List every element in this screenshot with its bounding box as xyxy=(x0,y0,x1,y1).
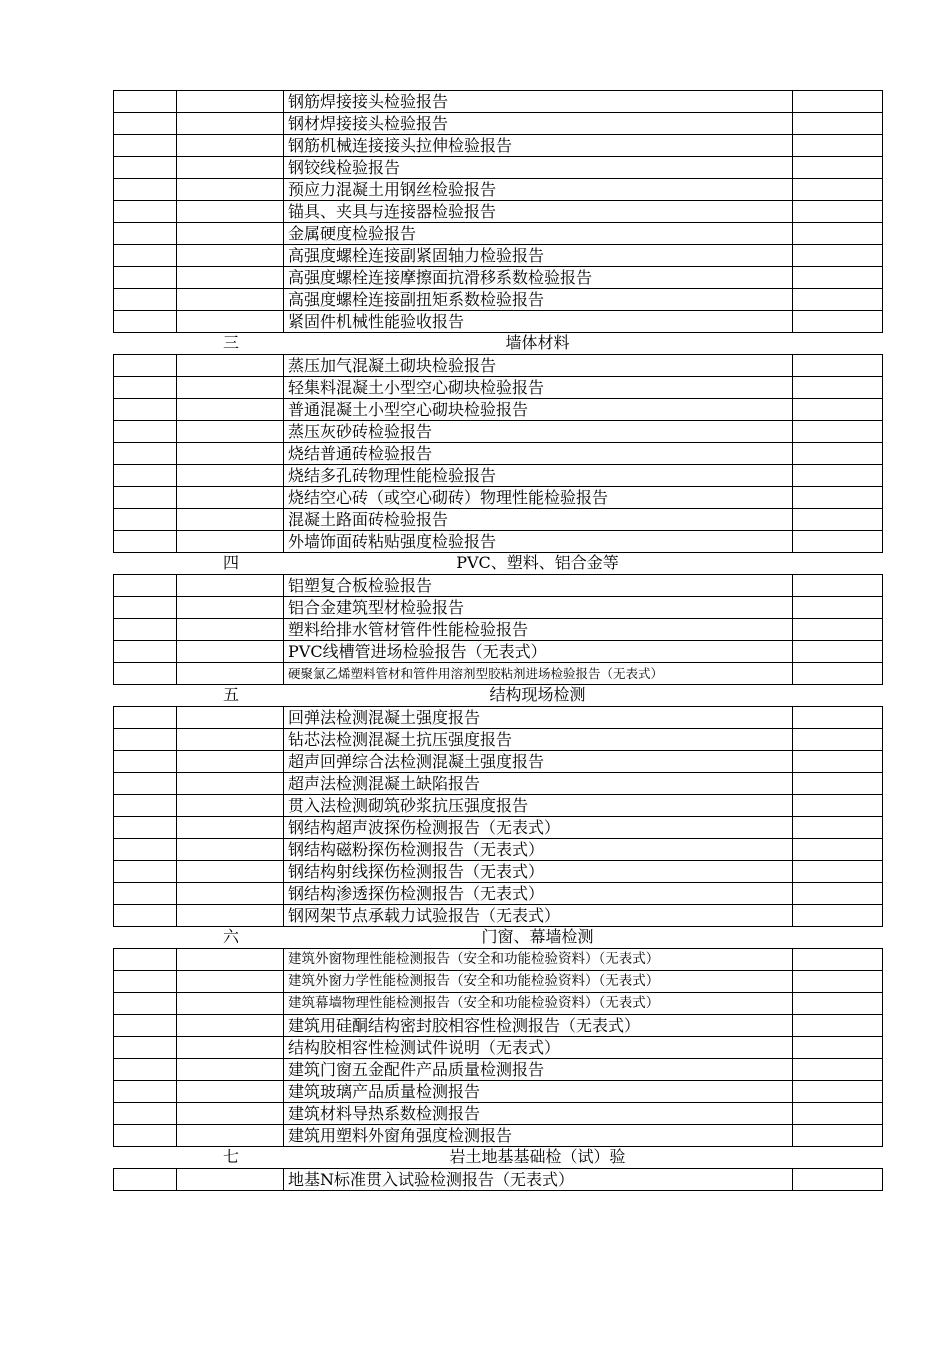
table-row xyxy=(113,1014,883,1037)
index-cell xyxy=(114,751,177,772)
report-name-cell: 钢结构渗透探伤检测报告（无表式） xyxy=(284,883,793,904)
code-cell xyxy=(177,993,284,1014)
report-name-cell: 金属硬度检验报告 xyxy=(284,223,793,244)
table-row xyxy=(113,398,883,421)
table-row xyxy=(113,574,883,597)
index-cell xyxy=(114,311,177,332)
table-row xyxy=(113,882,883,905)
report-name-cell: 烧结空心砖（或空心砌砖）物理性能检验报告 xyxy=(284,487,793,508)
table-row xyxy=(113,904,883,927)
index-cell xyxy=(114,1037,177,1058)
remark-cell xyxy=(793,91,882,112)
remark-cell xyxy=(793,641,882,662)
report-name-cell: 建筑用塑料外窗角强度检测报告 xyxy=(284,1125,793,1146)
remark-cell xyxy=(793,751,882,772)
section-header-row xyxy=(113,1146,883,1169)
remark-cell xyxy=(793,399,882,420)
code-cell xyxy=(177,509,284,530)
index-cell xyxy=(114,861,177,882)
table-row xyxy=(113,772,883,795)
code-cell xyxy=(177,245,284,266)
remark-cell xyxy=(793,817,882,838)
remark-cell xyxy=(793,157,882,178)
remark-cell xyxy=(793,465,882,486)
index-cell xyxy=(114,487,177,508)
code-cell xyxy=(177,531,284,552)
table-row xyxy=(113,112,883,135)
report-table xyxy=(113,90,883,1191)
report-name-cell: 超声回弹综合法检测混凝土强度报告 xyxy=(284,751,793,772)
table-row xyxy=(113,750,883,773)
index-cell xyxy=(114,377,177,398)
report-name-cell: 钢结构磁粉探伤检测报告（无表式） xyxy=(284,839,793,860)
report-name-cell: 钢筋焊接接头检验报告 xyxy=(284,91,793,112)
index-cell xyxy=(114,707,177,728)
report-name-cell: 紧固件机械性能验收报告 xyxy=(284,311,793,332)
remark-cell xyxy=(793,993,882,1014)
remark-cell xyxy=(793,355,882,376)
remark-cell xyxy=(793,179,882,200)
code-cell xyxy=(177,443,284,464)
report-name-cell: 钢铰线检验报告 xyxy=(284,157,793,178)
section-number: 七 xyxy=(222,1147,239,1166)
code-cell xyxy=(177,663,284,684)
code-cell xyxy=(177,795,284,816)
report-name-cell: 结构胶相容性检测试件说明（无表式） xyxy=(284,1037,793,1058)
index-cell xyxy=(114,1081,177,1102)
table-row xyxy=(113,860,883,883)
index-cell xyxy=(114,443,177,464)
table-row xyxy=(113,354,883,377)
remark-cell xyxy=(793,883,882,904)
code-cell xyxy=(177,113,284,134)
code-cell xyxy=(177,201,284,222)
table-row xyxy=(113,596,883,619)
table-row xyxy=(113,376,883,399)
remark-cell xyxy=(793,663,882,684)
section-title: 门窗、幕墙检测 xyxy=(481,927,594,946)
code-cell xyxy=(177,465,284,486)
remark-cell xyxy=(793,267,882,288)
remark-cell xyxy=(793,1081,882,1102)
index-cell xyxy=(114,619,177,640)
report-name-cell: 建筑门窗五金配件产品质量检测报告 xyxy=(284,1059,793,1080)
report-name-cell: 高强度螺栓连接副扭矩系数检验报告 xyxy=(284,289,793,310)
index-cell xyxy=(114,421,177,442)
report-name-cell: 锚具、夹具与连接器检验报告 xyxy=(284,201,793,222)
remark-cell xyxy=(793,487,882,508)
section-header-row xyxy=(113,552,883,575)
table-row xyxy=(113,288,883,311)
code-cell xyxy=(177,487,284,508)
code-cell xyxy=(177,905,284,926)
report-name-cell: 普通混凝土小型空心砌块检验报告 xyxy=(284,399,793,420)
index-cell xyxy=(114,773,177,794)
index-cell xyxy=(114,135,177,156)
remark-cell xyxy=(793,289,882,310)
remark-cell xyxy=(793,1015,882,1036)
remark-cell xyxy=(793,949,882,970)
remark-cell xyxy=(793,729,882,750)
code-cell xyxy=(177,641,284,662)
index-cell xyxy=(114,179,177,200)
code-cell xyxy=(177,729,284,750)
report-name-cell: 烧结多孔砖物理性能检验报告 xyxy=(284,465,793,486)
index-cell xyxy=(114,729,177,750)
index-cell xyxy=(114,1059,177,1080)
report-name-cell: 钢材焊接接头检验报告 xyxy=(284,113,793,134)
index-cell xyxy=(114,465,177,486)
code-cell xyxy=(177,157,284,178)
code-cell xyxy=(177,619,284,640)
report-name-cell: 钢结构射线探伤检测报告（无表式） xyxy=(284,861,793,882)
table-row xyxy=(113,90,883,113)
table-row xyxy=(113,728,883,751)
remark-cell xyxy=(793,531,882,552)
index-cell xyxy=(114,641,177,662)
index-cell xyxy=(114,905,177,926)
table-row xyxy=(113,530,883,553)
code-cell xyxy=(177,267,284,288)
table-row xyxy=(113,442,883,465)
remark-cell xyxy=(793,795,882,816)
table-row xyxy=(113,310,883,333)
index-cell xyxy=(114,1169,177,1190)
remark-cell xyxy=(793,245,882,266)
index-cell xyxy=(114,949,177,970)
index-cell xyxy=(114,509,177,530)
index-cell xyxy=(114,1015,177,1036)
section-title: 岩土地基基础检（试）验 xyxy=(449,1147,626,1166)
code-cell xyxy=(177,223,284,244)
report-name-cell: 硬聚氯乙烯塑料管材和管件用溶剂型胶粘剂进场检验报告（无表式） xyxy=(284,663,793,684)
table-row xyxy=(113,420,883,443)
index-cell xyxy=(114,1103,177,1124)
report-name-cell: 外墙饰面砖粘贴强度检验报告 xyxy=(284,531,793,552)
table-row xyxy=(113,706,883,729)
index-cell xyxy=(114,91,177,112)
report-name-cell: PVC线槽管进场检验报告（无表式） xyxy=(284,641,793,662)
code-cell xyxy=(177,707,284,728)
report-name-cell: 超声法检测混凝土缺陷报告 xyxy=(284,773,793,794)
remark-cell xyxy=(793,839,882,860)
code-cell xyxy=(177,861,284,882)
report-name-cell: 建筑外窗力学性能检测报告（安全和功能检验资料）（无表式） xyxy=(284,971,793,992)
code-cell xyxy=(177,597,284,618)
table-row xyxy=(113,1168,883,1191)
section-title: 结构现场检测 xyxy=(489,685,586,704)
report-name-cell: 回弹法检测混凝土强度报告 xyxy=(284,707,793,728)
remark-cell xyxy=(793,135,882,156)
table-row xyxy=(113,662,883,685)
index-cell xyxy=(114,399,177,420)
report-name-cell: 蒸压加气混凝土砌块检验报告 xyxy=(284,355,793,376)
code-cell xyxy=(177,883,284,904)
section-header-row xyxy=(113,926,883,949)
code-cell xyxy=(177,839,284,860)
table-row xyxy=(113,992,883,1015)
code-cell xyxy=(177,1081,284,1102)
code-cell xyxy=(177,311,284,332)
remark-cell xyxy=(793,773,882,794)
section-number: 六 xyxy=(222,927,239,946)
remark-cell xyxy=(793,971,882,992)
remark-cell xyxy=(793,1037,882,1058)
report-name-cell: 钢网架节点承载力试验报告（无表式） xyxy=(284,905,793,926)
index-cell xyxy=(114,531,177,552)
index-cell xyxy=(114,795,177,816)
index-cell xyxy=(114,839,177,860)
table-row xyxy=(113,134,883,157)
report-name-cell: 铝合金建筑型材检验报告 xyxy=(284,597,793,618)
remark-cell xyxy=(793,421,882,442)
index-cell xyxy=(114,201,177,222)
table-row xyxy=(113,838,883,861)
report-name-cell: 建筑用硅酮结构密封胶相容性检测报告（无表式） xyxy=(284,1015,793,1036)
table-row xyxy=(113,618,883,641)
report-name-cell: 铝塑复合板检验报告 xyxy=(284,575,793,596)
remark-cell xyxy=(793,201,882,222)
report-name-cell: 塑料给排水管材管件性能检验报告 xyxy=(284,619,793,640)
remark-cell xyxy=(793,1169,882,1190)
code-cell xyxy=(177,421,284,442)
remark-cell xyxy=(793,1103,882,1124)
report-name-cell: 高强度螺栓连接摩擦面抗滑移系数检验报告 xyxy=(284,267,793,288)
index-cell xyxy=(114,597,177,618)
report-name-cell: 预应力混凝土用钢丝检验报告 xyxy=(284,179,793,200)
code-cell xyxy=(177,773,284,794)
remark-cell xyxy=(793,905,882,926)
report-name-cell: 烧结普通砖检验报告 xyxy=(284,443,793,464)
table-row xyxy=(113,1036,883,1059)
table-row xyxy=(113,464,883,487)
index-cell xyxy=(114,113,177,134)
code-cell xyxy=(177,179,284,200)
table-row xyxy=(113,794,883,817)
remark-cell xyxy=(793,597,882,618)
report-name-cell: 建筑材料导热系数检测报告 xyxy=(284,1103,793,1124)
section-number: 四 xyxy=(222,553,239,572)
report-name-cell: 混凝土路面砖检验报告 xyxy=(284,509,793,530)
remark-cell xyxy=(793,619,882,640)
table-row xyxy=(113,486,883,509)
code-cell xyxy=(177,971,284,992)
index-cell xyxy=(114,883,177,904)
code-cell xyxy=(177,1169,284,1190)
report-name-cell: 高强度螺栓连接副紧固轴力检验报告 xyxy=(284,245,793,266)
table-row xyxy=(113,948,883,971)
report-name-cell: 钢筋机械连接接头拉伸检验报告 xyxy=(284,135,793,156)
index-cell xyxy=(114,355,177,376)
remark-cell xyxy=(793,377,882,398)
code-cell xyxy=(177,817,284,838)
index-cell xyxy=(114,1125,177,1146)
index-cell xyxy=(114,663,177,684)
table-row xyxy=(113,1080,883,1103)
table-row xyxy=(113,1102,883,1125)
index-cell xyxy=(114,289,177,310)
remark-cell xyxy=(793,443,882,464)
code-cell xyxy=(177,1059,284,1080)
index-cell xyxy=(114,245,177,266)
section-number: 三 xyxy=(222,333,239,352)
report-name-cell: 贯入法检测砌筑砂浆抗压强度报告 xyxy=(284,795,793,816)
report-name-cell: 建筑幕墙物理性能检测报告（安全和功能检验资料）（无表式） xyxy=(284,993,793,1014)
code-cell xyxy=(177,377,284,398)
index-cell xyxy=(114,157,177,178)
index-cell xyxy=(114,223,177,244)
code-cell xyxy=(177,575,284,596)
table-row xyxy=(113,816,883,839)
table-row xyxy=(113,970,883,993)
table-row xyxy=(113,640,883,663)
remark-cell xyxy=(793,861,882,882)
code-cell xyxy=(177,355,284,376)
report-name-cell: 地基N标准贯入试验检测报告（无表式） xyxy=(284,1169,793,1190)
section-header-row xyxy=(113,332,883,355)
section-title: PVC、塑料、铝合金等 xyxy=(456,553,619,572)
code-cell xyxy=(177,135,284,156)
table-row xyxy=(113,222,883,245)
code-cell xyxy=(177,1037,284,1058)
table-row xyxy=(113,156,883,179)
code-cell xyxy=(177,399,284,420)
section-title: 墙体材料 xyxy=(505,333,570,352)
section-number: 五 xyxy=(222,685,239,704)
index-cell xyxy=(114,575,177,596)
report-name-cell: 建筑外窗物理性能检测报告（安全和功能检验资料）（无表式） xyxy=(284,949,793,970)
report-name-cell: 蒸压灰砂砖检验报告 xyxy=(284,421,793,442)
index-cell xyxy=(114,993,177,1014)
table-row xyxy=(113,1058,883,1081)
index-cell xyxy=(114,267,177,288)
remark-cell xyxy=(793,1125,882,1146)
remark-cell xyxy=(793,707,882,728)
table-row xyxy=(113,1124,883,1147)
code-cell xyxy=(177,949,284,970)
table-row xyxy=(113,508,883,531)
code-cell xyxy=(177,1125,284,1146)
table-row xyxy=(113,200,883,223)
table-row xyxy=(113,266,883,289)
remark-cell xyxy=(793,575,882,596)
report-name-cell: 建筑玻璃产品质量检测报告 xyxy=(284,1081,793,1102)
section-header-row xyxy=(113,684,883,707)
index-cell xyxy=(114,817,177,838)
code-cell xyxy=(177,1015,284,1036)
remark-cell xyxy=(793,311,882,332)
remark-cell xyxy=(793,1059,882,1080)
report-name-cell: 钻芯法检测混凝土抗压强度报告 xyxy=(284,729,793,750)
code-cell xyxy=(177,289,284,310)
index-cell xyxy=(114,971,177,992)
report-name-cell: 钢结构超声波探伤检测报告（无表式） xyxy=(284,817,793,838)
code-cell xyxy=(177,1103,284,1124)
table-row xyxy=(113,178,883,201)
code-cell xyxy=(177,751,284,772)
code-cell xyxy=(177,91,284,112)
remark-cell xyxy=(793,223,882,244)
remark-cell xyxy=(793,113,882,134)
table-row xyxy=(113,244,883,267)
remark-cell xyxy=(793,509,882,530)
report-name-cell: 轻集料混凝土小型空心砌块检验报告 xyxy=(284,377,793,398)
